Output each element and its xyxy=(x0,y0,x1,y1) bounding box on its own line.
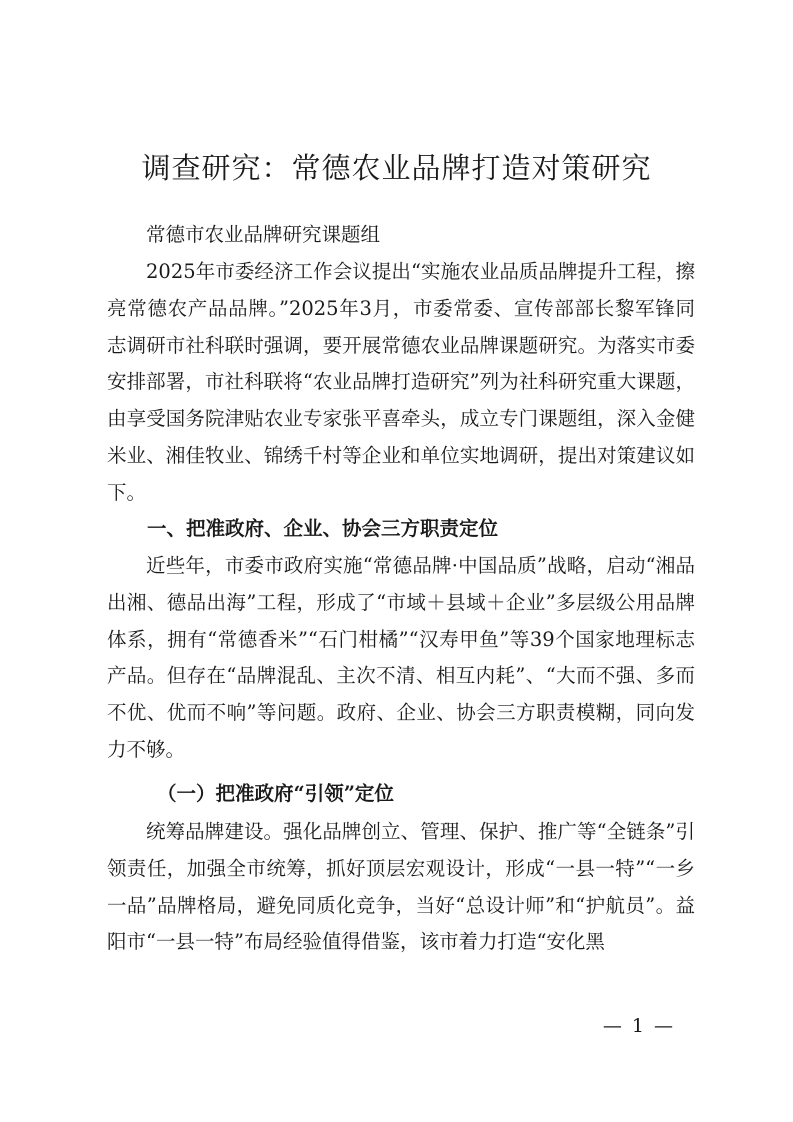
page-title: 调查研究：常德农业品牌打造对策研究 xyxy=(141,151,652,185)
section-heading-1: 一、把准政府、企业、协会三方职责定位 xyxy=(147,517,499,540)
paragraph-intro: 2025年市委经济工作会议提出“实施农业品质品牌提升工程，擦亮常德农产品品牌。”2025年3月，市委常委、宣传部部长黎军锋同志调研市社科联时强调，要开展常德农业品牌课题研究。为落实市委安排部署，市社科联将“农业品牌打造研究”列为社科研究重大课题，由享受国务院津贴农业专家张平喜牵头，成立专门课题组，深入金健米业、湘佳牧业、锦绣千村等企业和单位实地调研，提出对策建议如下。 xyxy=(107,260,695,504)
paragraph-background: 近些年，市委市政府实施“常德品牌·中国品质”战略，启动“湘品出湘、德品出海”工程，形成了“市域＋县域＋企业”多层级公用品牌体系，拥有“常德香米”“石门柑橘”“汉寿甲鱼”等39个国家地理标志产品。但存在“品牌混乱、主次不清、相互内耗”、“大而不强、多而不优、优而不响”等问题。政府、企业、协会三方职责模糊，同向发力不够。 xyxy=(107,554,695,761)
subsection-heading-1: （一）把准政府“引领”定位 xyxy=(157,782,394,805)
paragraph-government: 统筹品牌建设。强化品牌创立、管理、保护、推广等“全链条”引领责任，加强全市统筹，抓好顶层宏观设计，形成“一县一特”“一乡一品”品牌格局，避免同质化竞争，当好“总设计师”和“护航员”。益阳市“一县一特”布局经验值得借鉴，该市着力打造“安化黑 xyxy=(107,820,695,954)
author-line: 常德市农业品牌研究课题组 xyxy=(146,223,381,246)
page-number: — 1 — xyxy=(602,1015,675,1037)
